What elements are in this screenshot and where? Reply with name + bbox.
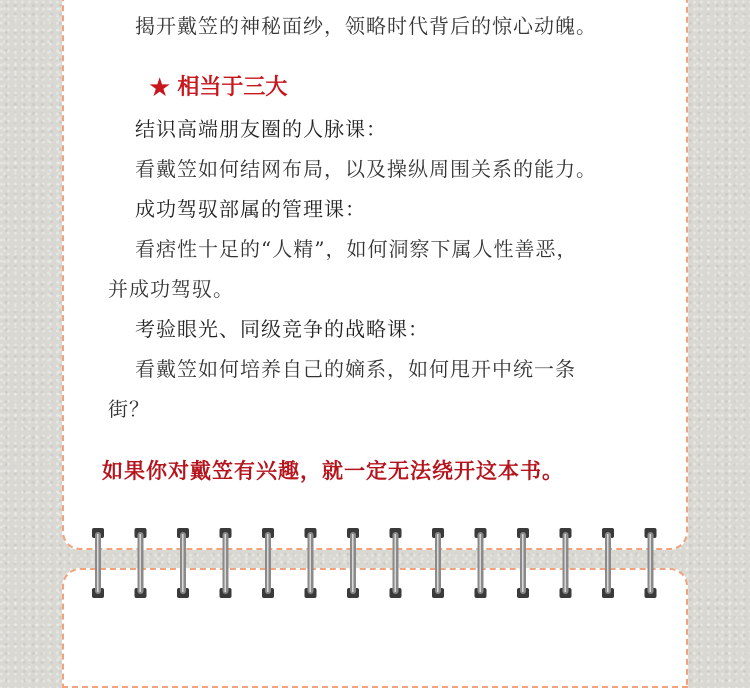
item-desc-2a: 看痞性十足的“人精”，如何洞察下属人性善恶， xyxy=(135,237,578,261)
item-title-2: 成功驾驭部属的管理课： xyxy=(135,197,366,221)
star-icon: ★ xyxy=(148,73,172,103)
item-desc-3a: 看戴笠如何培养自己的嫡系，如何甩开中统一条 xyxy=(135,357,576,381)
item-desc-1: 看戴笠如何结网布局，以及操纵周围关系的能力。 xyxy=(135,157,597,181)
heading-text: 相当于三大 xyxy=(177,75,288,100)
intro-line: 揭开戴笠的神秘面纱，领略时代背后的惊心动魄。 xyxy=(135,14,597,38)
item-desc-2b: 并成功驾驭。 xyxy=(108,277,234,301)
item-title-1: 结识高端朋友圈的人脉课： xyxy=(135,117,387,141)
item-desc-3b: 街？ xyxy=(108,397,150,421)
item-title-3: 考验眼光、同级竞争的战略课： xyxy=(135,317,429,341)
page-card-bottom xyxy=(62,568,688,688)
closing-line: 如果你对戴笠有兴趣，就一定无法绕开这本书。 xyxy=(102,458,564,483)
section-heading xyxy=(148,70,287,103)
